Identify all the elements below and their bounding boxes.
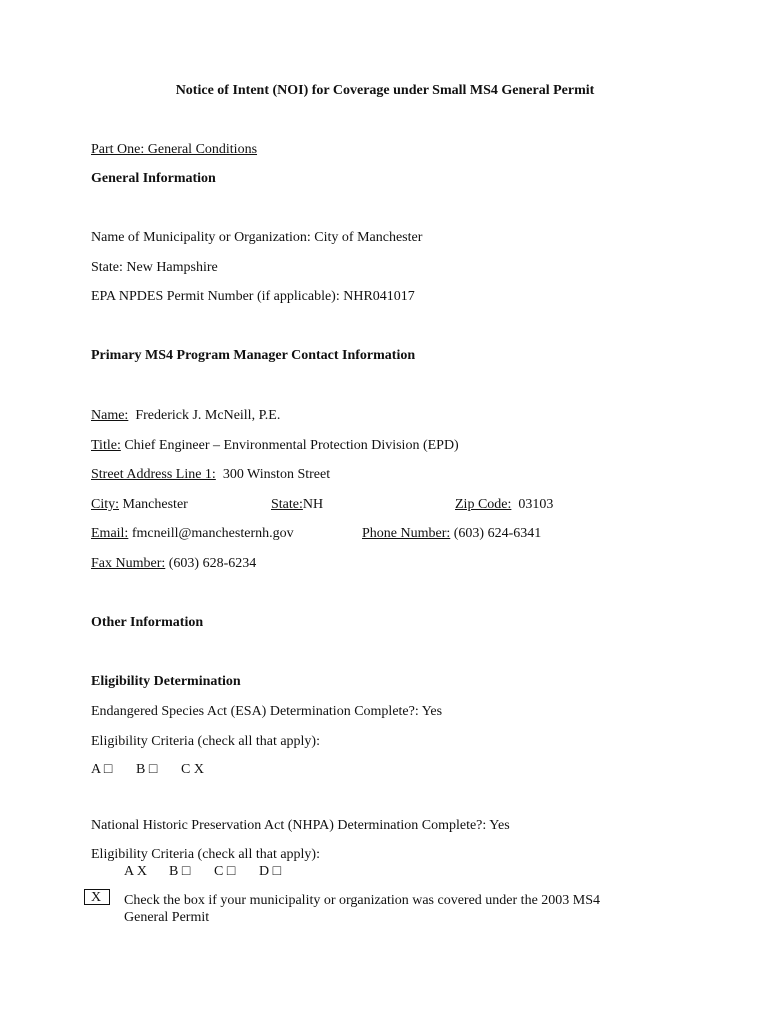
contact-state-label: State: bbox=[271, 497, 303, 512]
contact-title-value: Chief Engineer – Environmental Protection Division (EPD) bbox=[124, 438, 459, 453]
contact-name-line bbox=[91, 407, 280, 425]
contact-phone-label: Phone Number: bbox=[362, 526, 451, 541]
municipality-value: City of Manchester bbox=[314, 230, 423, 245]
contact-phone-line bbox=[362, 525, 541, 543]
permit-label: EPA NPDES Permit Number (if applicable): bbox=[91, 289, 340, 304]
contact-email-label: Email: bbox=[91, 526, 129, 541]
ms4-2003-checkbox[interactable]: X bbox=[84, 889, 110, 905]
contact-title-line bbox=[91, 437, 459, 455]
ms4-2003-text-line1: Check the box if your municipality or organization was covered under the 2003 MS4 bbox=[124, 893, 601, 908]
esa-line: Endangered Species Act (ESA) Determination Complete?: Yes bbox=[91, 704, 443, 719]
contact-fax-label: Fax Number: bbox=[91, 556, 166, 571]
nhpa-option-a: A X bbox=[124, 864, 147, 879]
esa-option-a: A □ bbox=[91, 762, 113, 777]
contact-city-label: City: bbox=[91, 497, 120, 512]
nhpa-option-d: D □ bbox=[259, 864, 282, 879]
esa-option-b: B □ bbox=[136, 762, 158, 777]
contact-heading: Primary MS4 Program Manager Contact Information bbox=[91, 348, 416, 363]
state-label: State: bbox=[91, 260, 123, 275]
general-info-heading: General Information bbox=[91, 171, 216, 186]
contact-fax-value: (603) 628-6234 bbox=[168, 556, 257, 571]
contact-email-value: fmcneill@manchesternh.gov bbox=[131, 526, 294, 541]
contact-zip-value: 03103 bbox=[518, 497, 554, 512]
part-one-heading: Part One: General Conditions bbox=[91, 142, 258, 157]
contact-street-label: Street Address Line 1: bbox=[91, 467, 216, 482]
eligibility-heading: Eligibility Determination bbox=[91, 674, 241, 689]
permit-value: NHR041017 bbox=[343, 289, 415, 304]
contact-state-line bbox=[271, 496, 323, 514]
contact-street-line bbox=[91, 466, 330, 484]
nhpa-option-c: C □ bbox=[214, 864, 236, 879]
state-line bbox=[91, 259, 218, 277]
municipality-line bbox=[91, 229, 422, 247]
contact-title-label: Title: bbox=[91, 438, 121, 453]
nhpa-option-b: B □ bbox=[169, 864, 191, 879]
contact-fax-line bbox=[91, 555, 256, 573]
contact-name-label: Name: bbox=[91, 408, 129, 423]
contact-name-value: Frederick J. McNeill, P.E. bbox=[135, 408, 281, 423]
esa-criteria-label: Eligibility Criteria (check all that apply): bbox=[91, 734, 320, 749]
contact-zip-line bbox=[455, 496, 553, 514]
contact-street-value: 300 Winston Street bbox=[222, 467, 331, 482]
municipality-label: Name of Municipality or Organization: bbox=[91, 230, 311, 245]
contact-state-value: NH bbox=[302, 497, 324, 512]
contact-phone-value: (603) 624-6341 bbox=[453, 526, 542, 541]
nhpa-line: National Historic Preservation Act (NHPA) Determination Complete?: Yes bbox=[91, 818, 510, 833]
nhpa-criteria-label: Eligibility Criteria (check all that apply): bbox=[91, 847, 320, 862]
permit-line bbox=[91, 288, 415, 306]
document-title: Notice of Intent (NOI) for Coverage under Small MS4 General Permit bbox=[175, 83, 595, 98]
contact-email-line bbox=[91, 525, 294, 543]
ms4-2003-text-line2: General Permit bbox=[124, 910, 210, 925]
contact-city-value: Manchester bbox=[122, 497, 188, 512]
other-info-heading: Other Information bbox=[91, 615, 204, 630]
contact-zip-label: Zip Code: bbox=[455, 497, 512, 512]
esa-option-c: C X bbox=[181, 762, 204, 777]
contact-city-line bbox=[91, 496, 188, 514]
state-value: New Hampshire bbox=[126, 260, 218, 275]
